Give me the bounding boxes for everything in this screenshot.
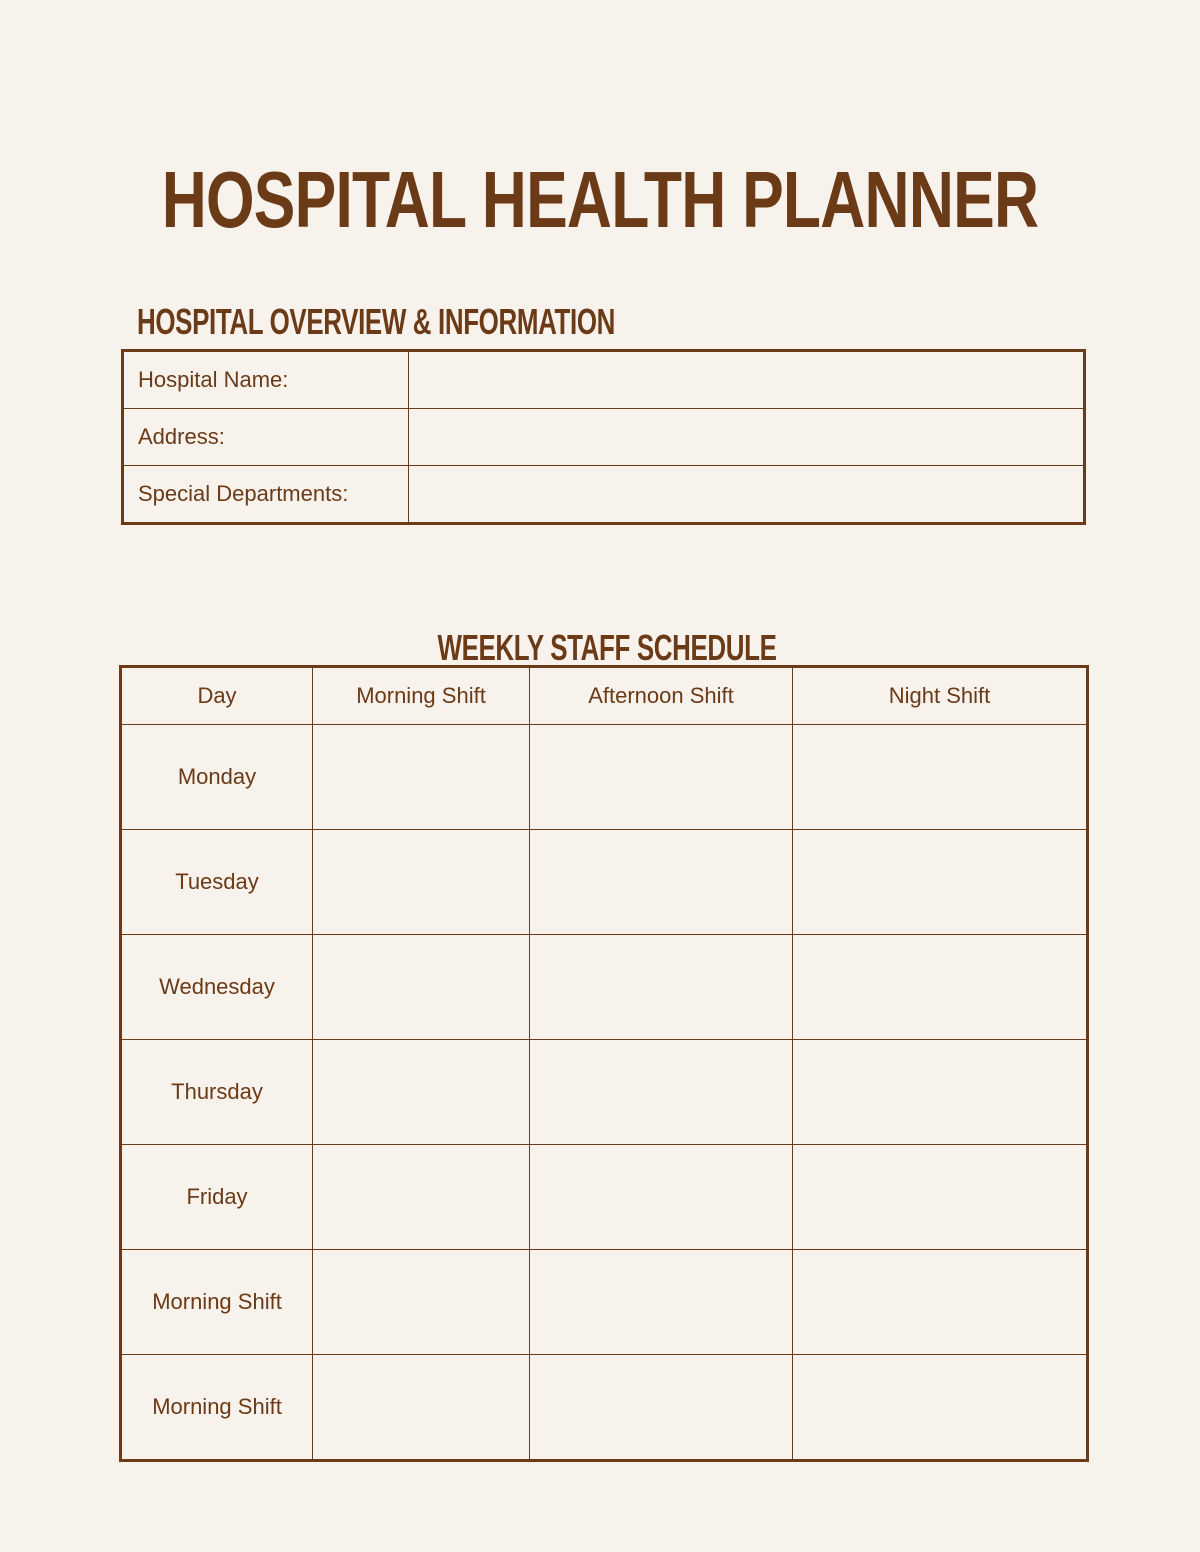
- address-field[interactable]: [409, 409, 1085, 466]
- morning-shift-cell[interactable]: [313, 725, 530, 830]
- morning-shift-cell[interactable]: [313, 1250, 530, 1355]
- afternoon-shift-cell[interactable]: [530, 1355, 793, 1461]
- afternoon-shift-cell[interactable]: [530, 725, 793, 830]
- afternoon-shift-cell[interactable]: [530, 830, 793, 935]
- table-row: [123, 409, 1085, 466]
- day-label: Thursday: [121, 1040, 313, 1145]
- afternoon-shift-cell[interactable]: [530, 1040, 793, 1145]
- page-title: HOSPITAL HEALTH PLANNER: [161, 154, 1039, 244]
- night-shift-cell[interactable]: [793, 1040, 1088, 1145]
- column-header-afternoon-shift: Afternoon Shift: [530, 667, 793, 725]
- table-row: [121, 935, 1088, 1040]
- afternoon-shift-cell[interactable]: [530, 1250, 793, 1355]
- day-label: Morning Shift: [121, 1355, 313, 1461]
- night-shift-cell[interactable]: [793, 1355, 1088, 1461]
- table-row: [121, 725, 1088, 830]
- table-row: [121, 830, 1088, 935]
- morning-shift-cell[interactable]: [313, 1145, 530, 1250]
- morning-shift-cell[interactable]: [313, 935, 530, 1040]
- table-row: [121, 1145, 1088, 1250]
- day-label: Friday: [121, 1145, 313, 1250]
- address-label: Address:: [123, 409, 409, 466]
- morning-shift-cell[interactable]: [313, 830, 530, 935]
- hospital-name-field[interactable]: [409, 351, 1085, 409]
- hospital-name-label: Hospital Name:: [123, 351, 409, 409]
- night-shift-cell[interactable]: [793, 830, 1088, 935]
- special-departments-label: Special Departments:: [123, 466, 409, 524]
- table-row: [121, 1355, 1088, 1461]
- column-header-night-shift: Night Shift: [793, 667, 1088, 725]
- column-header-morning-shift: Morning Shift: [313, 667, 530, 725]
- night-shift-cell[interactable]: [793, 1145, 1088, 1250]
- morning-shift-cell[interactable]: [313, 1355, 530, 1461]
- schedule-heading: WEEKLY STAFF SCHEDULE: [437, 626, 777, 668]
- day-label: Tuesday: [121, 830, 313, 935]
- day-label: Wednesday: [121, 935, 313, 1040]
- table-header-row: [121, 667, 1088, 725]
- night-shift-cell[interactable]: [793, 725, 1088, 830]
- table-row: [123, 466, 1085, 524]
- afternoon-shift-cell[interactable]: [530, 1145, 793, 1250]
- overview-heading: HOSPITAL OVERVIEW & INFORMATION: [137, 300, 615, 342]
- table-row: [121, 1040, 1088, 1145]
- day-label: Monday: [121, 725, 313, 830]
- special-departments-field[interactable]: [409, 466, 1085, 524]
- table-row: [123, 351, 1085, 409]
- table-row: [121, 1250, 1088, 1355]
- morning-shift-cell[interactable]: [313, 1040, 530, 1145]
- night-shift-cell[interactable]: [793, 935, 1088, 1040]
- afternoon-shift-cell[interactable]: [530, 935, 793, 1040]
- schedule-table: [119, 665, 1089, 1462]
- overview-table: [121, 349, 1086, 525]
- column-header-day: Day: [121, 667, 313, 725]
- day-label: Morning Shift: [121, 1250, 313, 1355]
- night-shift-cell[interactable]: [793, 1250, 1088, 1355]
